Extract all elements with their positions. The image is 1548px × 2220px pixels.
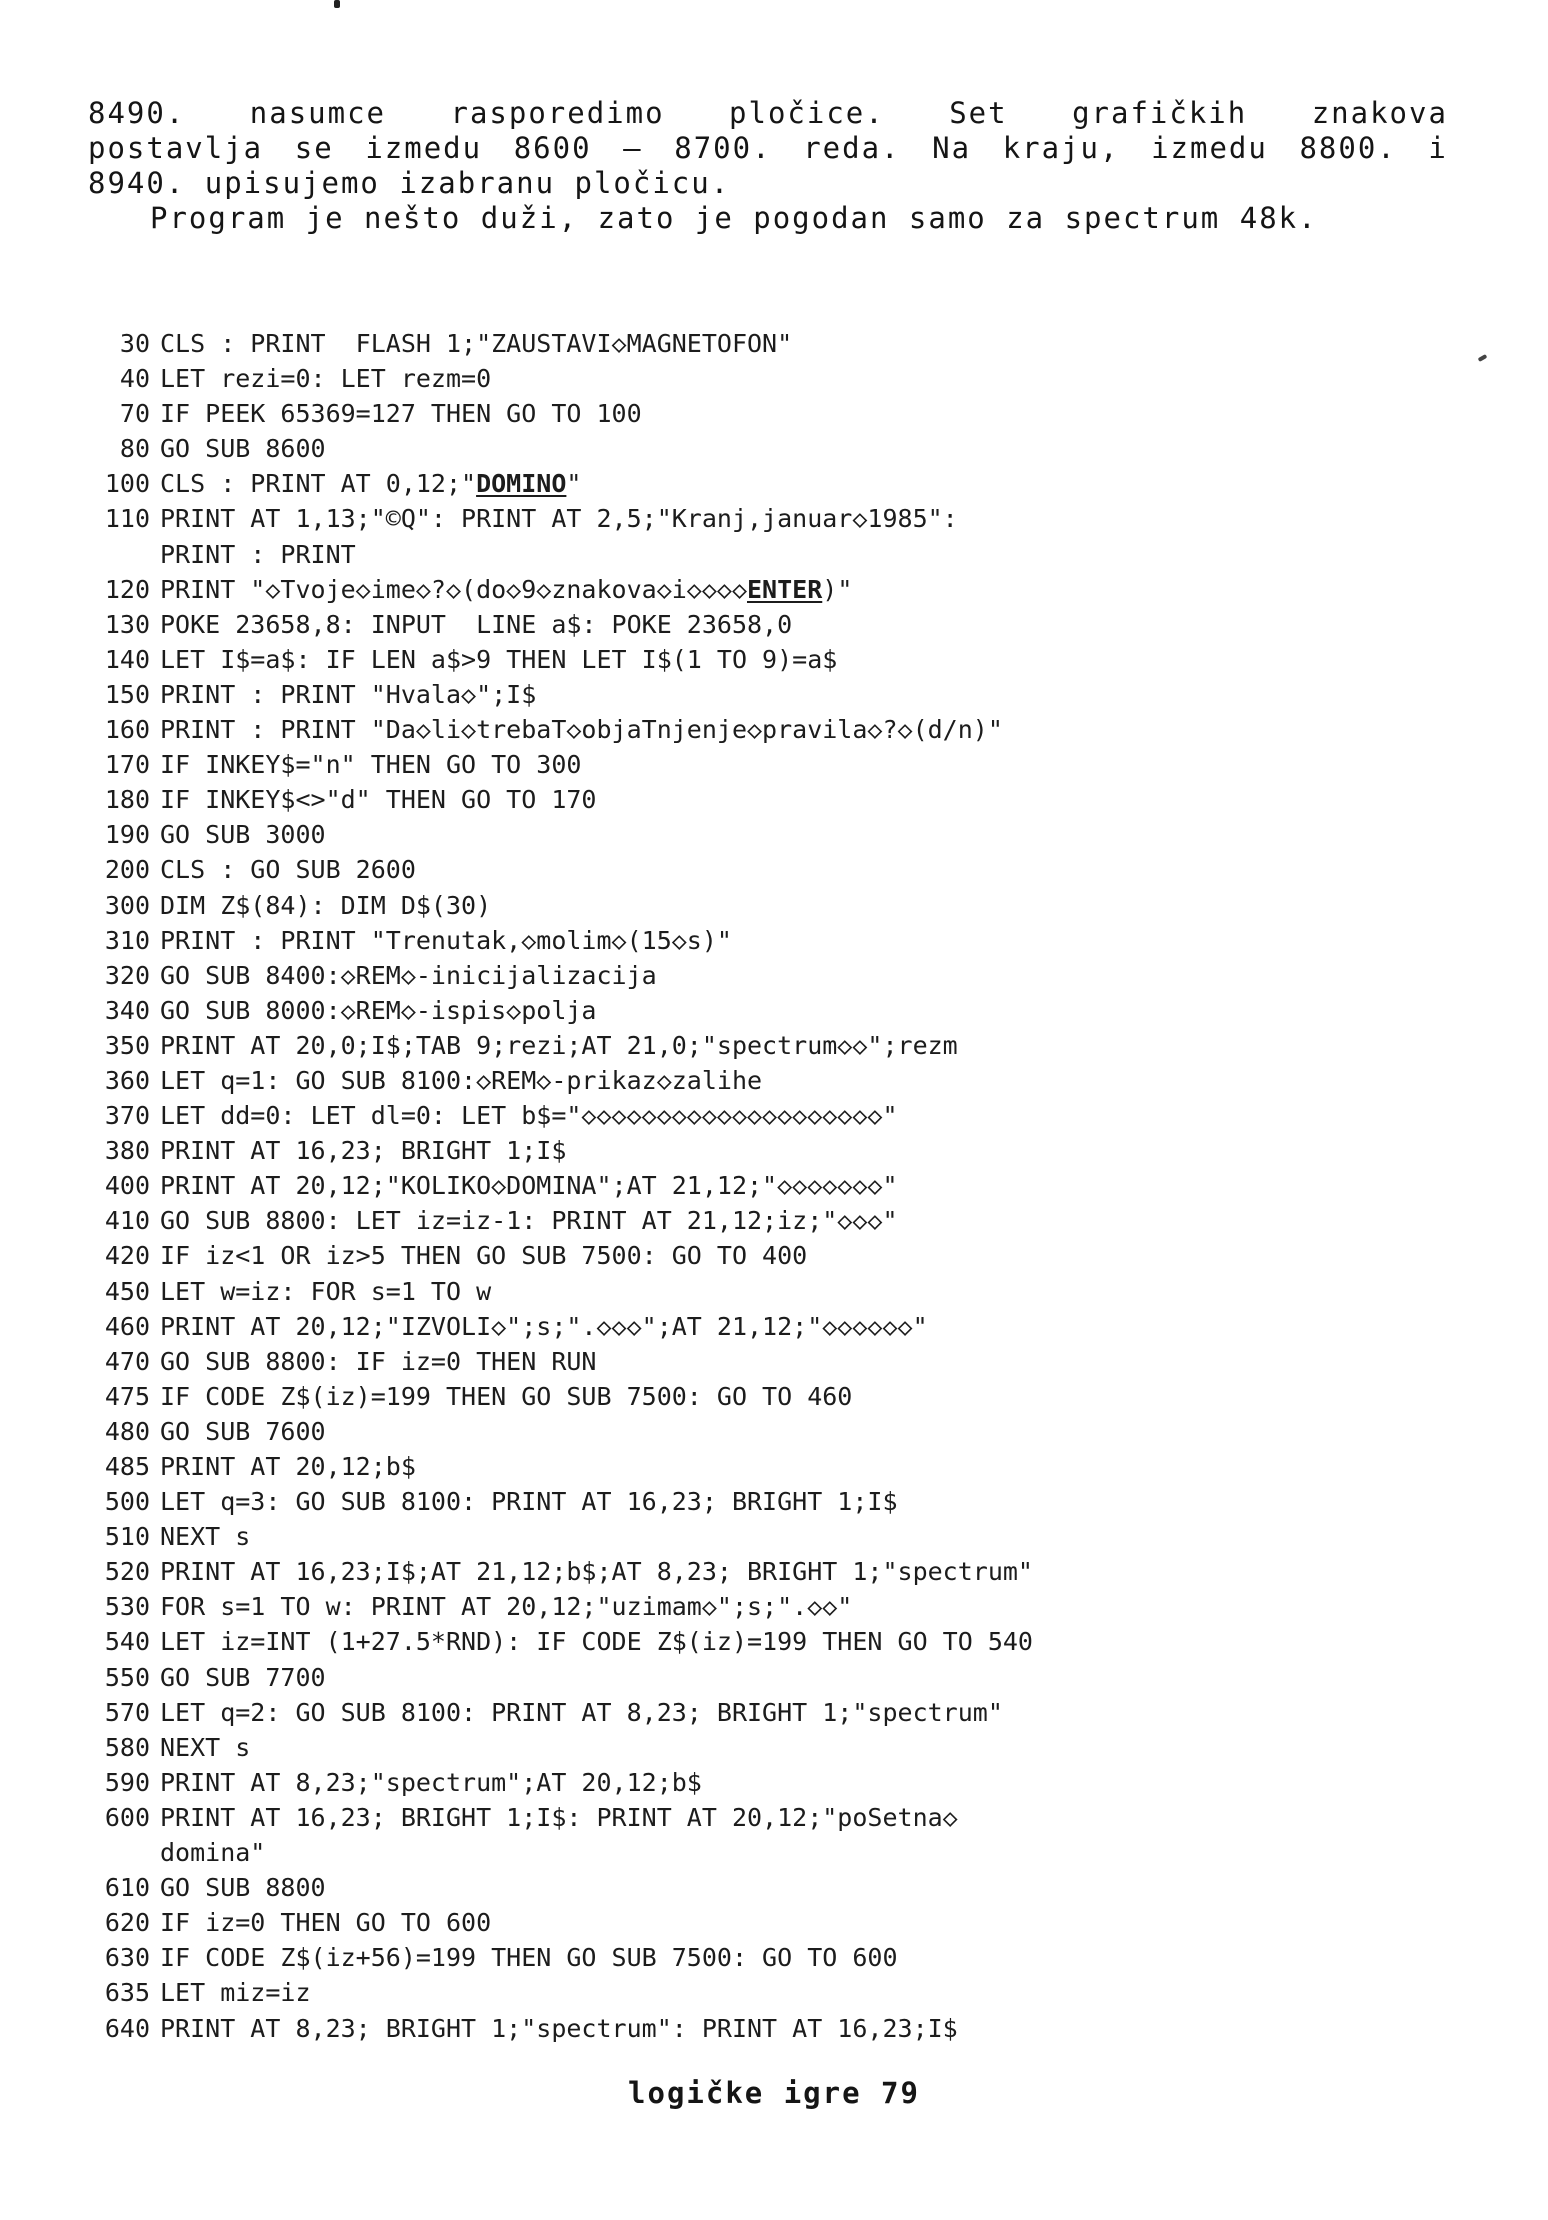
line-code: IF CODE Z$(iz)=199 THEN GO SUB 7500: GO TO 460 (160, 1381, 853, 1411)
ink-mark (1478, 354, 1488, 362)
line-code: PRINT AT 20,12;b$ (160, 1452, 416, 1481)
line-code: NEXT s (160, 1522, 251, 1552)
program-line (86, 923, 1466, 958)
line-number: 40 (119, 364, 150, 394)
line-code: GO SUB 3000 (160, 820, 326, 850)
line-code: POKE 23658,8: INPUT LINE a$: POKE 23658,0 (160, 609, 793, 639)
line-number: 400 (104, 1171, 150, 1201)
line-code: LET dd=0: LET dl=0: LET b$="◇◇◇◇◇◇◇◇◇◇◇◇◇◇◇◇◇◇◇◇" (160, 1101, 898, 1131)
program-line (86, 1695, 1466, 1730)
program-line (86, 782, 1466, 817)
intro-line-2-word: – (623, 131, 643, 165)
program-line (86, 607, 1466, 642)
line-code: CLS : PRINT FLASH 1;"ZAUSTAVI◇MAGNETOFON" (160, 329, 793, 358)
program-line (86, 501, 1466, 536)
line-code: GO SUB 8600 (160, 434, 326, 464)
program-line (86, 712, 1466, 747)
line-code: PRINT AT 16,23;I$;AT 21,12;b$;AT 8,23; BRIGHT 1;"spectrum" (160, 1557, 1033, 1587)
line-number: 170 (104, 750, 150, 780)
line-number: 410 (104, 1206, 150, 1236)
line-number: 620 (104, 1908, 150, 1938)
line-code: NEXT s (160, 1732, 251, 1762)
line-number: 520 (104, 1557, 150, 1587)
line-number: 640 (104, 2013, 150, 2043)
line-code: LET w=iz: FOR s=1 TO w (160, 1276, 492, 1306)
program-line-continuation: domina" (160, 1838, 266, 1868)
intro-line-1-word: rasporedimo (450, 96, 665, 130)
line-number: 540 (104, 1627, 150, 1657)
program-line (86, 1168, 1466, 1203)
line-number: 180 (104, 785, 150, 815)
line-code: GO SUB 8800: IF iz=0 THEN RUN (160, 1346, 597, 1376)
line-number: 480 (104, 1416, 150, 1446)
line-code: PRINT AT 20,12;"IZVOLI◇";s;".◇◇◇";AT 21,12;"◇◇◇◇◇◇" (160, 1311, 928, 1341)
intro-line-1-word: grafičkih (1072, 96, 1248, 130)
line-code: PRINT AT 8,23;"spectrum";AT 20,12;b$ (160, 1767, 702, 1797)
intro-line-2-word: i (1428, 131, 1448, 165)
line-code: PRINT AT 20,12;"KOLIKO◇DOMINA";AT 21,12;"◇◇◇◇◇◇◇" (160, 1171, 898, 1201)
intro-line-3: 8940. upisujemo izabranu pločicu. (88, 166, 731, 200)
line-code: PRINT : PRINT "Hvala◇";I$ (160, 679, 537, 709)
intro-line-2-word: se (294, 131, 334, 165)
line-number: 140 (104, 644, 150, 674)
line-code: PRINT AT 20,0;I$;TAB 9;rezi;AT 21,0;"spectrum◇◇";rezm (160, 1030, 958, 1060)
line-number: 610 (104, 1873, 150, 1903)
program-line (86, 2011, 1466, 2046)
program-line (86, 431, 1466, 466)
program-line (86, 1344, 1466, 1379)
line-number: 630 (104, 1943, 150, 1973)
line-code: PRINT AT 8,23; BRIGHT 1;"spectrum": PRINT AT 16,23;I$ (160, 2013, 958, 2043)
program-line (86, 1063, 1466, 1098)
program-line (86, 1554, 1466, 1589)
line-code: GO SUB 8800: LET iz=iz-1: PRINT AT 21,12;iz;"◇◇◇" (160, 1206, 898, 1236)
line-number: 70 (119, 399, 150, 429)
line-number: 120 (104, 574, 150, 604)
program-line (86, 572, 1466, 607)
line-number: 380 (104, 1136, 150, 1166)
intro-line-1-word: nasumce (249, 96, 387, 130)
intro-line-2-word: postavlja (88, 131, 264, 165)
program-line (86, 1765, 1466, 1800)
program-line (86, 852, 1466, 887)
line-number: 190 (104, 820, 150, 850)
intro-line-2 (88, 131, 1448, 166)
program-line (86, 747, 1466, 782)
intro-line-2-word: kraju, (1002, 131, 1120, 165)
line-number: 550 (104, 1662, 150, 1692)
intro-line-4: Program je nešto duži, zato je pogodan samo za spectrum 48k. (150, 201, 1318, 235)
program-line (86, 326, 1466, 361)
page-footer: logičke igre 79 (628, 2076, 920, 2110)
line-number: 570 (104, 1697, 150, 1727)
line-number: 150 (104, 679, 150, 709)
intro-line-2-word: 8800. (1299, 131, 1397, 165)
intro-line-2-word: izmedu (365, 131, 483, 165)
program-line (86, 396, 1466, 431)
program-line (86, 958, 1466, 993)
line-code: DIM Z$(84): DIM D$(30) (160, 890, 492, 920)
program-line (86, 1203, 1466, 1238)
line-number: 200 (104, 855, 150, 885)
underlined-keyword: DOMINO (476, 469, 567, 499)
line-code: GO SUB 8400:◇REM◇-inicijalizacija (160, 960, 657, 990)
line-number: 310 (104, 925, 150, 955)
program-line (86, 1905, 1466, 1940)
line-code: GO SUB 8800 (160, 1873, 326, 1903)
program-line (86, 1379, 1466, 1414)
program-line (86, 1133, 1466, 1168)
basic-program-listing (86, 326, 1466, 2046)
program-line (86, 1098, 1466, 1133)
program-line (86, 1519, 1466, 1554)
intro-line-2-word: 8600 (513, 131, 592, 165)
intro-line-2-word: reda. (803, 131, 901, 165)
line-number: 80 (119, 434, 150, 464)
program-line (86, 817, 1466, 852)
line-number: 500 (104, 1487, 150, 1517)
line-number: 450 (104, 1276, 150, 1306)
line-code: IF iz=0 THEN GO TO 600 (160, 1908, 492, 1938)
line-number: 600 (104, 1802, 150, 1832)
line-number: 460 (104, 1311, 150, 1341)
intro-line-1-word: Set (949, 96, 1008, 130)
line-code: PRINT "◇Tvoje◇ime◇?◇(do◇9◇znakova◇i◇◇◇◇ENTER)" (160, 574, 853, 604)
program-line (86, 1800, 1466, 1835)
program-line-continuation: PRINT : PRINT (160, 539, 356, 569)
line-code: LET I$=a$: IF LEN a$>9 THEN LET I$(1 TO 9)=a$ (160, 644, 838, 674)
program-line (86, 888, 1466, 923)
program-line (86, 1870, 1466, 1905)
line-number: 420 (104, 1241, 150, 1271)
line-code: GO SUB 7600 (160, 1416, 326, 1446)
program-line (86, 1940, 1466, 1975)
line-code: PRINT : PRINT "Trenutak,◇molim◇(15◇s)" (160, 925, 732, 955)
line-number: 340 (104, 995, 150, 1025)
line-number: 475 (104, 1381, 150, 1411)
underlined-keyword: ENTER (747, 574, 823, 604)
intro-line-1 (88, 96, 1448, 131)
line-code: IF PEEK 65369=127 THEN GO TO 100 (160, 399, 642, 429)
line-number: 160 (104, 715, 150, 745)
line-number: 360 (104, 1065, 150, 1095)
program-line (86, 993, 1466, 1028)
line-code: GO SUB 8000:◇REM◇-ispis◇polja (160, 995, 597, 1025)
program-line (86, 677, 1466, 712)
program-line (86, 1274, 1466, 1309)
line-number: 130 (104, 609, 150, 639)
line-code: PRINT AT 1,13;"©Q": PRINT AT 2,5;"Kranj,januar◇1985": (160, 504, 958, 534)
line-number: 635 (104, 1978, 150, 2008)
program-line (86, 1449, 1466, 1484)
line-number: 30 (119, 329, 150, 358)
line-code: LET q=3: GO SUB 8100: PRINT AT 16,23; BRIGHT 1;I$ (160, 1487, 898, 1517)
program-line (86, 1660, 1466, 1695)
line-code: IF INKEY$<>"d" THEN GO TO 170 (160, 785, 597, 815)
program-line (86, 1309, 1466, 1344)
line-code: LET miz=iz (160, 1978, 311, 2008)
intro-line-2-word: Na (932, 131, 972, 165)
program-line (86, 1238, 1466, 1273)
line-code: IF iz<1 OR iz>5 THEN GO SUB 7500: GO TO 400 (160, 1241, 808, 1271)
program-line (86, 1975, 1466, 2010)
ink-speck (334, 0, 340, 8)
line-code: LET iz=INT (1+27.5*RND): IF CODE Z$(iz)=199 THEN GO TO 540 (160, 1627, 1033, 1657)
program-line (86, 1589, 1466, 1624)
line-number: 590 (104, 1767, 150, 1797)
line-number: 580 (104, 1732, 150, 1762)
intro-line-1-word: 8490. (88, 96, 186, 130)
program-line (86, 466, 1466, 501)
line-code: PRINT AT 16,23; BRIGHT 1;I$: PRINT AT 20,12;"poSetna◇ (160, 1802, 958, 1832)
line-code: CLS : GO SUB 2600 (160, 855, 416, 885)
program-line (86, 1028, 1466, 1063)
line-number: 300 (104, 890, 150, 920)
program-line (86, 1484, 1466, 1519)
line-number: 485 (104, 1452, 150, 1481)
line-number: 510 (104, 1522, 150, 1552)
line-code: LET rezi=0: LET rezm=0 (160, 364, 492, 394)
program-line (86, 642, 1466, 677)
intro-line-2-word: izmedu (1151, 131, 1268, 165)
line-code: PRINT : PRINT "Da◇li◇trebaT◇objaTnjenje◇pravila◇?◇(d/n)" (160, 715, 1003, 745)
line-number: 100 (104, 469, 150, 499)
line-code: PRINT AT 16,23; BRIGHT 1;I$ (160, 1136, 567, 1166)
line-number: 110 (104, 504, 150, 534)
intro-line-2-word: 8700. (674, 131, 772, 165)
program-line (86, 1414, 1466, 1449)
intro-line-1-word: pločice. (729, 96, 885, 130)
line-number: 530 (104, 1592, 150, 1622)
line-code: FOR s=1 TO w: PRINT AT 20,12;"uzimam◇";s;".◇◇" (160, 1592, 853, 1622)
line-code: CLS : PRINT AT 0,12;"DOMINO" (160, 469, 582, 499)
line-code: IF CODE Z$(iz+56)=199 THEN GO SUB 7500: GO TO 600 (160, 1943, 898, 1973)
line-code: LET q=2: GO SUB 8100: PRINT AT 8,23; BRIGHT 1;"spectrum" (160, 1697, 1003, 1727)
line-number: 470 (104, 1346, 150, 1376)
line-code: LET q=1: GO SUB 8100:◇REM◇-prikaz◇zalihe (160, 1065, 763, 1095)
intro-line-1-word: znakova (1311, 96, 1448, 130)
line-number: 350 (104, 1030, 150, 1060)
line-code: IF INKEY$="n" THEN GO TO 300 (160, 750, 582, 780)
program-line (86, 1730, 1466, 1765)
line-code: GO SUB 7700 (160, 1662, 326, 1692)
intro-paragraph (88, 96, 1448, 236)
program-line (86, 1624, 1466, 1659)
program-line (86, 361, 1466, 396)
line-number: 370 (104, 1101, 150, 1131)
line-number: 320 (104, 960, 150, 990)
